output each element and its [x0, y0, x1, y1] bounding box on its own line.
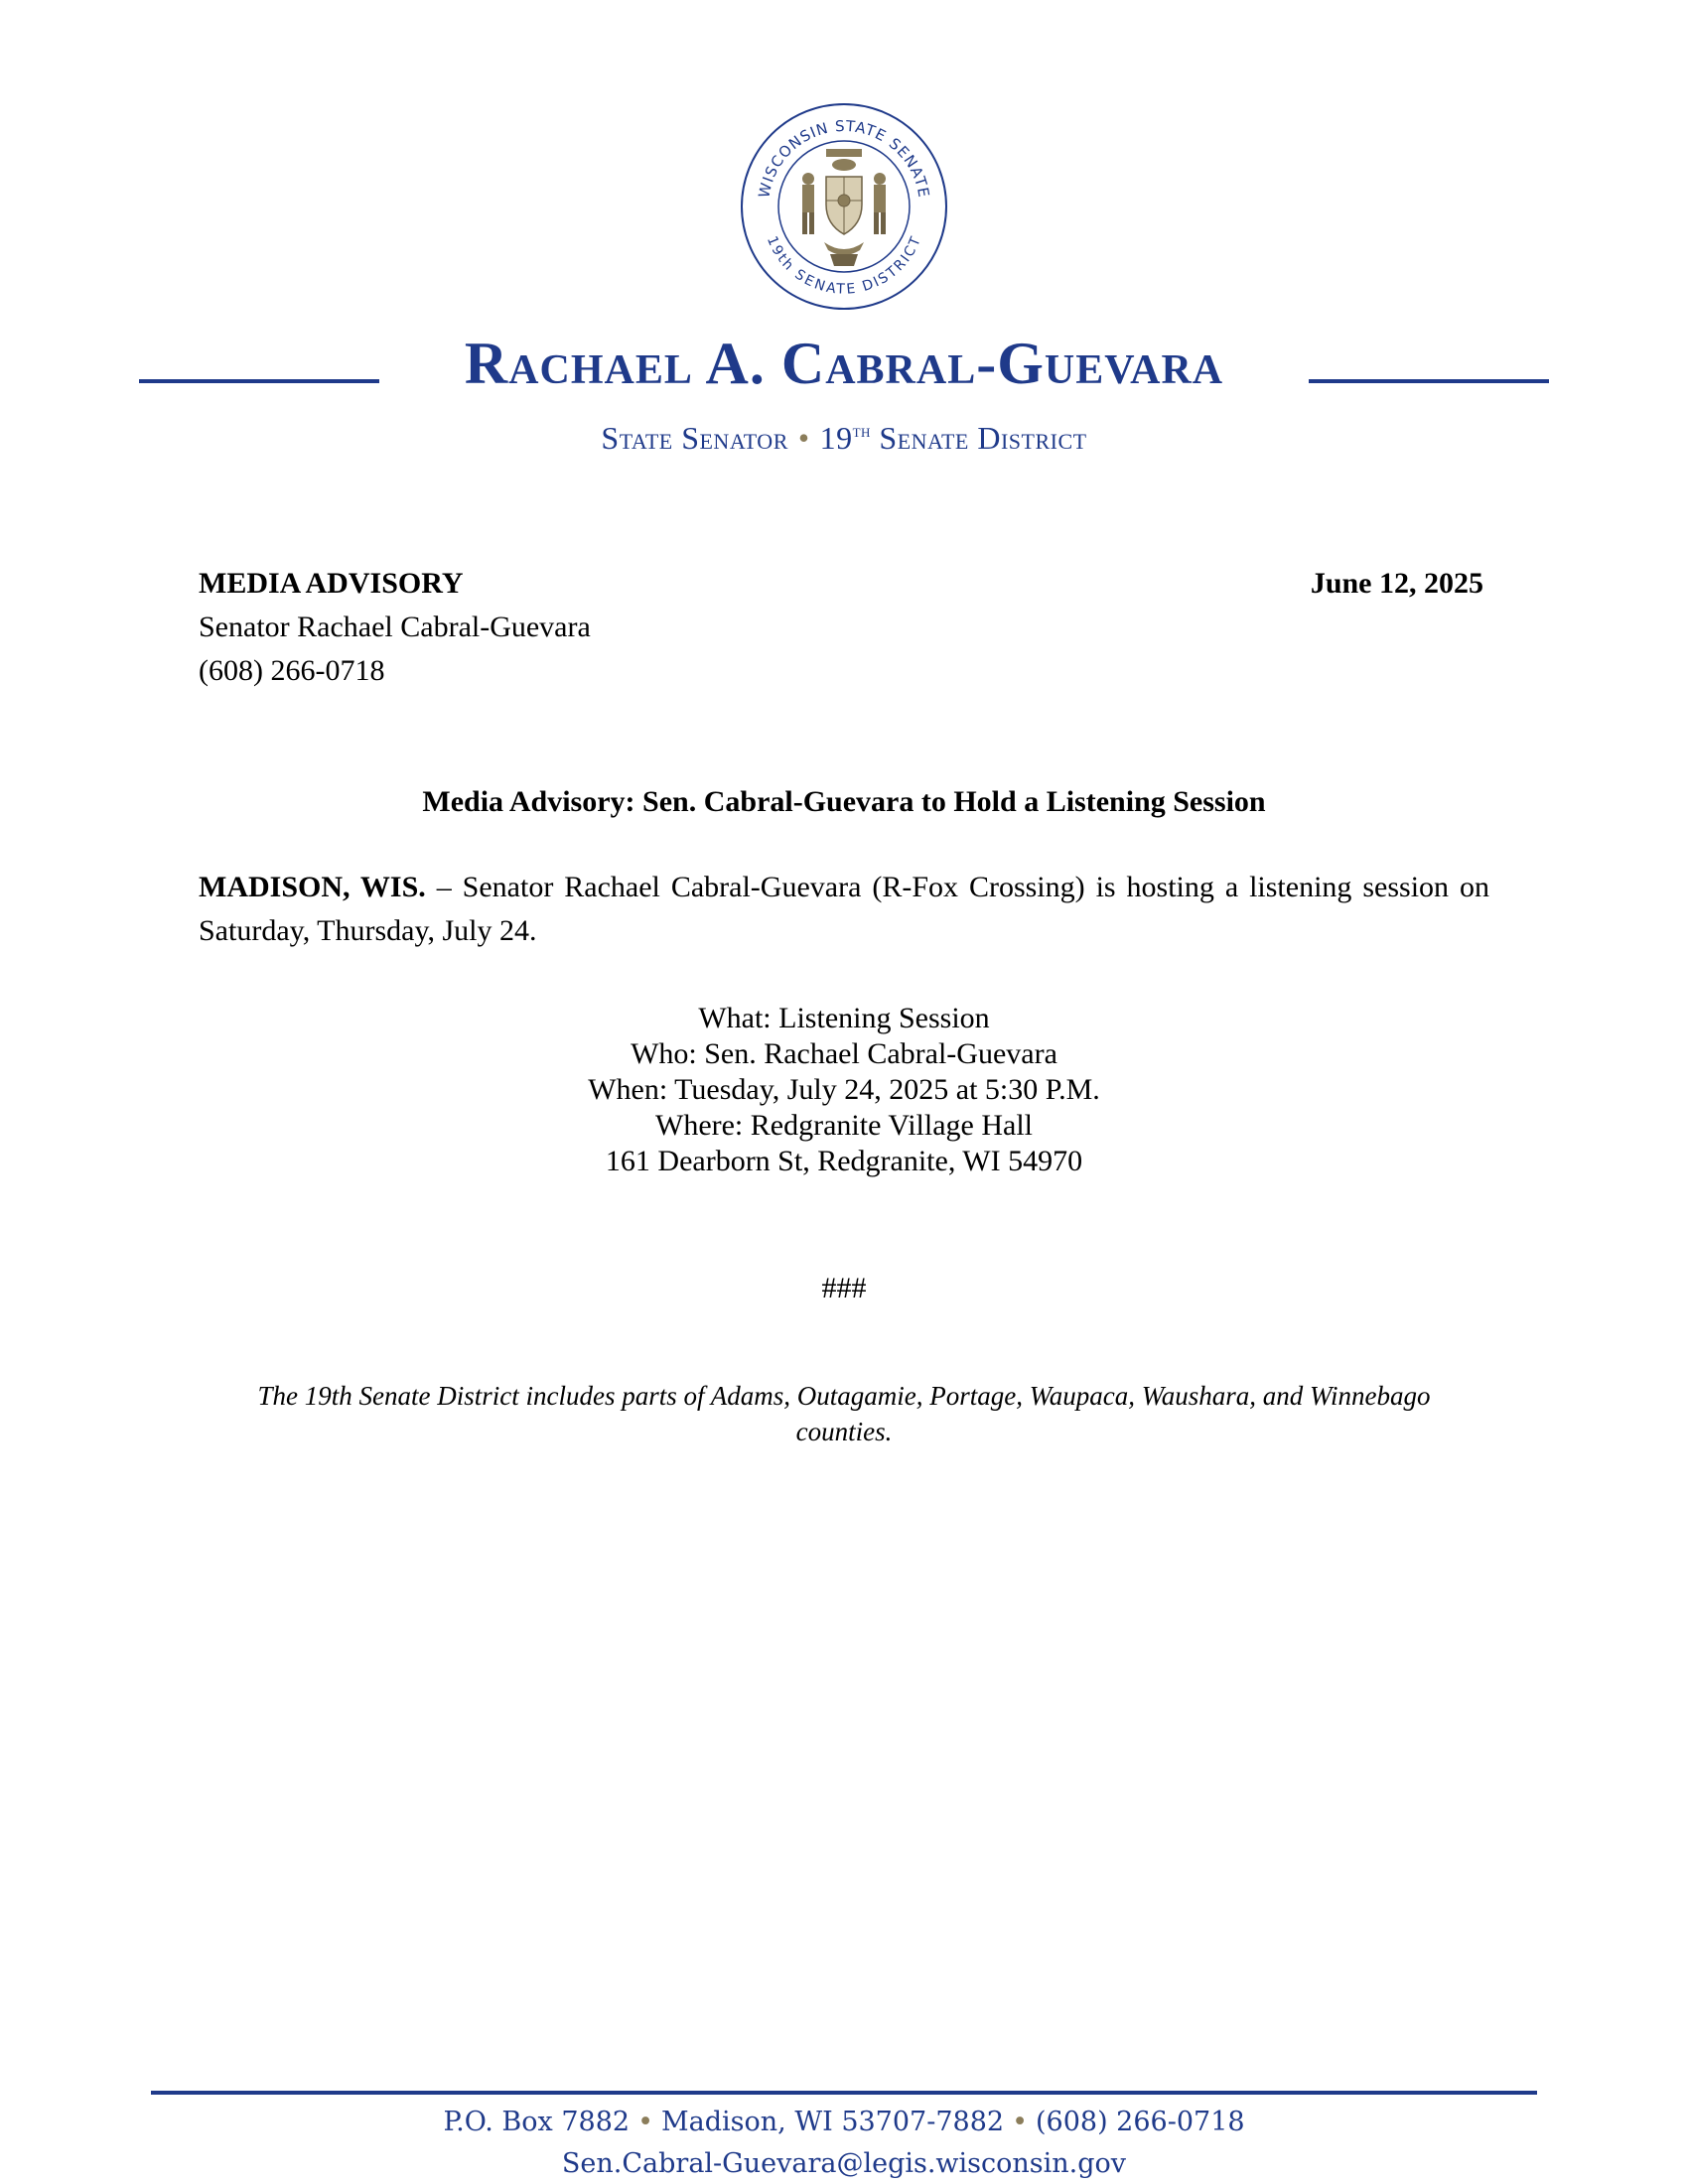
detail-who: Who: Sen. Rachael Cabral-Guevara [631, 1037, 1057, 1070]
footer-rule [151, 2091, 1537, 2095]
footer-po-box: P.O. Box 7882 [443, 2107, 631, 2137]
senator-title: State Senator [601, 420, 788, 456]
svg-text:19th SENATE DISTRICT: 19th SENATE DISTRICT [763, 233, 925, 298]
senator-name: Rachael A. Cabral-Guevara [464, 331, 1224, 396]
advisory-date: June 12, 2025 [1310, 567, 1483, 600]
footer-city: Madison, WI 53707-7882 [661, 2107, 1005, 2137]
end-mark: ### [821, 1272, 867, 1304]
district-label: Senate District [879, 420, 1087, 456]
event-details [0, 1001, 1688, 1179]
lead-paragraph [199, 866, 1489, 953]
footer-contact-line [0, 2103, 1688, 2142]
footer-email-link[interactable]: Sen.Cabral-Guevara@legis.wisconsin.gov [561, 2148, 1127, 2179]
svg-text:WISCONSIN STATE SENATE: WISCONSIN STATE SENATE [755, 116, 933, 200]
detail-what: What: Listening Session [698, 1002, 990, 1034]
dateline: MADISON, WIS. [199, 871, 426, 903]
district-suffix: th [852, 421, 871, 441]
footer-separator: • [637, 2107, 653, 2137]
headline: Media Advisory: Sen. Cabral-Guevara to Hold a Listening Session [422, 785, 1266, 818]
footer-separator: • [1012, 2107, 1028, 2137]
district-note: The 19th Senate District includes parts of Adams, Outagamie, Portage, Waupaca, Waushara, and Winnebago counties. [257, 1381, 1431, 1446]
senator-title-line [0, 409, 1688, 460]
title-separator: • [797, 420, 810, 456]
media-advisory-label: MEDIA ADVISORY [199, 567, 464, 600]
footer-phone: (608) 266-0718 [1036, 2107, 1245, 2137]
wisconsin-senate-seal [739, 101, 949, 312]
detail-when: When: Tuesday, July 24, 2025 at 5:30 P.M. [588, 1073, 1100, 1106]
contact-name: Senator Rachael Cabral-Guevara [199, 611, 591, 643]
district-number: 19 [819, 420, 853, 456]
detail-where: Where: Redgranite Village Hall [655, 1109, 1033, 1142]
lead-text: – Senator Rachael Cabral-Guevara (R-Fox Crossing) is hosting a listening session on Saturday, Thursday, July 24. [199, 871, 1489, 947]
detail-address: 161 Dearborn St, Redgranite, WI 54970 [605, 1145, 1083, 1177]
contact-phone: (608) 266-0718 [199, 654, 385, 687]
